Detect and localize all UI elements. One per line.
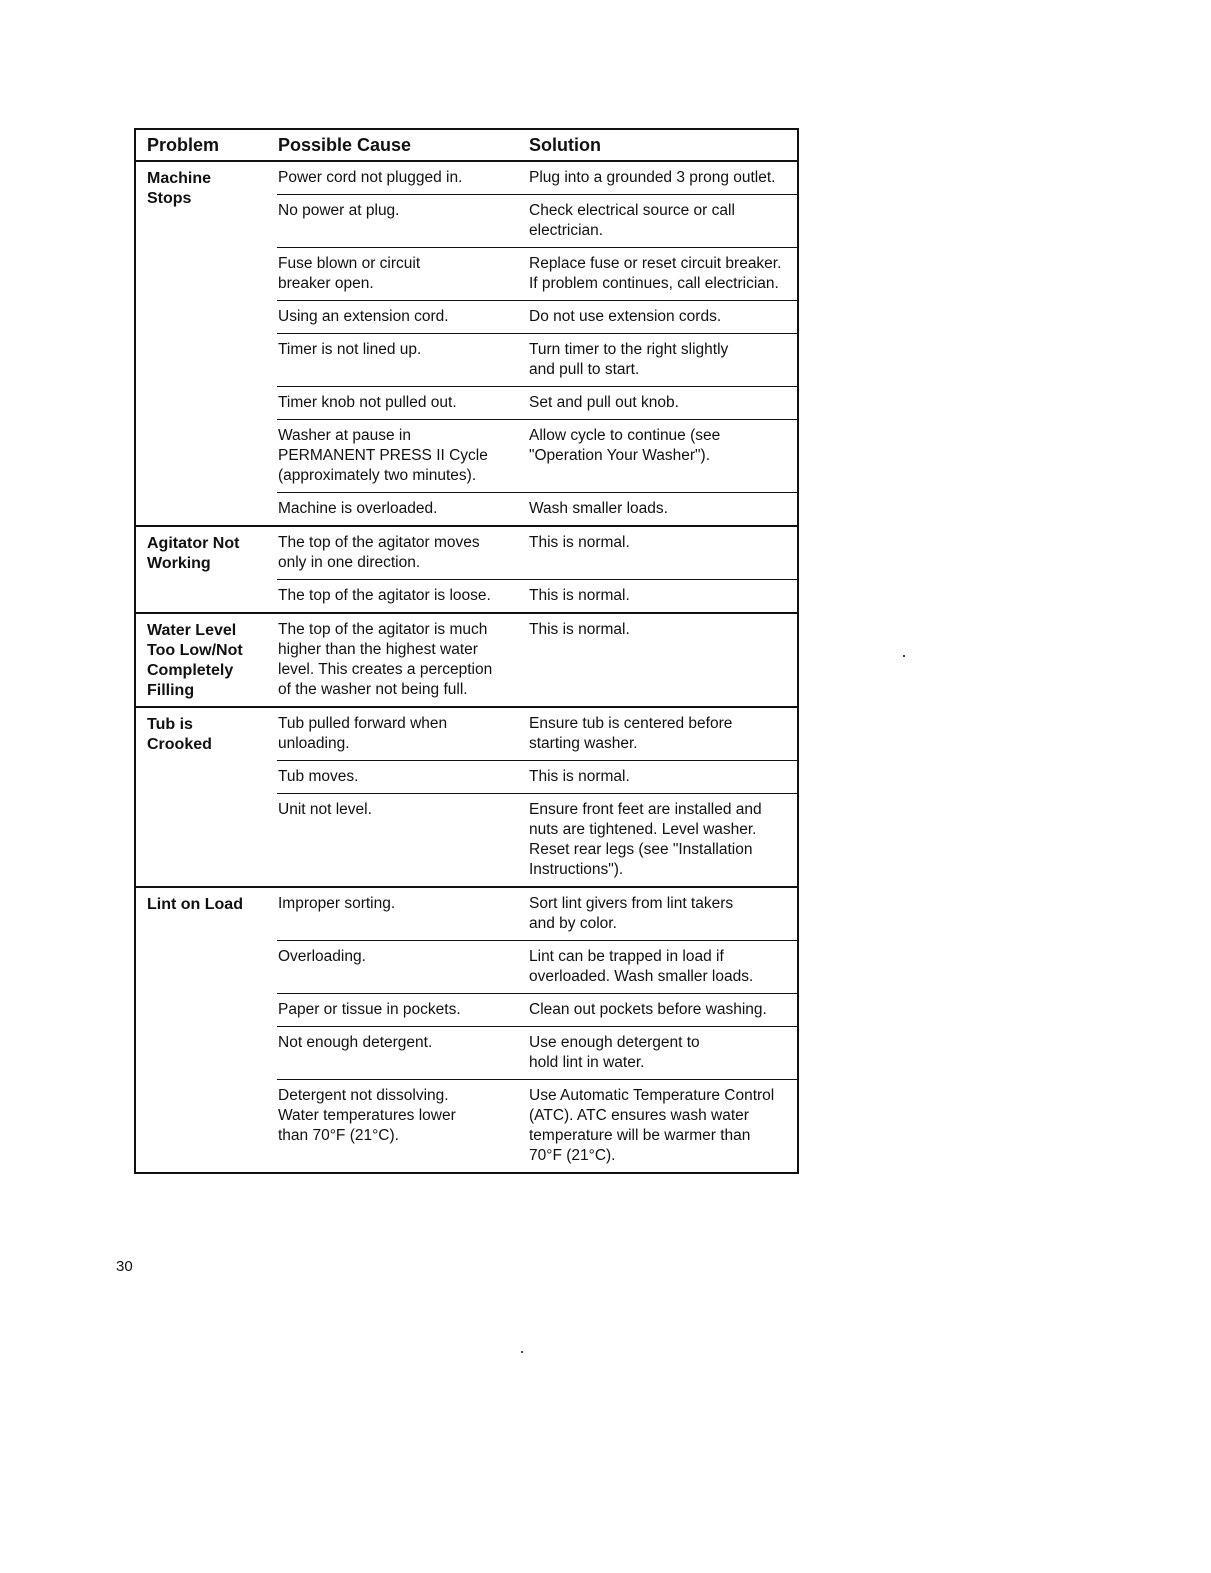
solution-cell: Ensure tub is centered before starting washer. (529, 715, 733, 752)
solution-cell: This is normal. (529, 621, 630, 638)
possible-cause-cell: The top of the agitator is much higher than the highest water level. This creates a perception of the washer not being full. (278, 621, 493, 698)
solution-cell: Use enough detergent to hold lint in water. (529, 1034, 700, 1071)
possible-cause-cell: Washer at pause in PERMANENT PRESS II Cycle (approximately two minutes). (278, 427, 488, 484)
problem-label: Water Level Too Low/Not Completely Filling (147, 622, 243, 699)
possible-cause-cell: Overloading. (278, 948, 366, 965)
table-row (277, 1027, 797, 1080)
possible-cause-cell: Not enough detergent. (278, 1034, 433, 1051)
solution-cell: This is normal. (529, 587, 630, 604)
table-row (277, 708, 797, 761)
possible-cause-cell: Unit not level. (278, 801, 372, 818)
solution-cell: Clean out pockets before washing. (529, 1001, 767, 1018)
possible-cause-cell: The top of the agitator moves only in one direction. (278, 534, 480, 571)
possible-cause-cell: Improper sorting. (278, 895, 396, 912)
possible-cause-cell: Paper or tissue in pockets. (278, 1001, 461, 1018)
solution-cell: Plug into a grounded 3 prong outlet. (529, 169, 776, 186)
solution-cell: Allow cycle to continue (see "Operation Your Washer"). (529, 427, 721, 464)
table-row (277, 248, 797, 301)
possible-cause-cell: Tub pulled forward when unloading. (278, 715, 448, 752)
problem-label: Agitator Not Working (147, 535, 240, 572)
possible-cause-cell: Using an extension cord. (278, 308, 449, 325)
solution-cell: Lint can be trapped in load if overloaded. Wash smaller loads. (529, 948, 754, 985)
possible-cause-cell: Tub moves. (278, 768, 359, 785)
cause-solution-list (277, 888, 797, 1172)
problem-group (136, 162, 797, 527)
cause-solution-list (277, 162, 797, 525)
header-problem: Problem (147, 135, 220, 155)
cause-solution-list (277, 614, 797, 706)
solution-cell: Do not use extension cords. (529, 308, 722, 325)
problem-label: Machine Stops (147, 170, 212, 207)
problem-label: Lint on Load (147, 896, 243, 913)
table-row (277, 888, 797, 941)
table-row (277, 387, 797, 420)
possible-cause-cell: Detergent not dissolving. Water temperatures lower than 70°F (21°C). (278, 1087, 456, 1144)
table-row (277, 420, 797, 493)
table-body (136, 162, 797, 1172)
table-row (277, 994, 797, 1027)
solution-cell: Sort lint givers from lint takers and by color. (529, 895, 734, 932)
table-row (277, 527, 797, 580)
possible-cause-cell: Fuse blown or circuit breaker open. (278, 255, 421, 292)
troubleshooting-table (134, 128, 799, 1174)
scan-speck (521, 1351, 523, 1353)
table-row (277, 1080, 797, 1172)
possible-cause-cell: Machine is overloaded. (278, 500, 438, 517)
table-header-row (136, 130, 797, 162)
table-row (277, 493, 797, 525)
solution-cell: This is normal. (529, 768, 630, 785)
problem-group (136, 614, 797, 708)
table-row (277, 941, 797, 994)
problem-group (136, 888, 797, 1172)
table-row (277, 794, 797, 886)
solution-cell: Check electrical source or call electrician. (529, 202, 735, 239)
solution-cell: Replace fuse or reset circuit breaker. If problem continues, call electrician. (529, 255, 782, 292)
page-number: 30 (116, 1258, 133, 1275)
table-row (277, 301, 797, 334)
problem-group (136, 527, 797, 614)
possible-cause-cell: Timer is not lined up. (278, 341, 422, 358)
table-row (277, 334, 797, 387)
table-row (277, 761, 797, 794)
solution-cell: Use Automatic Temperature Control (ATC). ATC ensures wash water temperature will be warmer than 70°F (21°C). (529, 1087, 775, 1164)
table-row (277, 195, 797, 248)
solution-cell: This is normal. (529, 534, 630, 551)
problem-label: Tub is Crooked (147, 716, 212, 753)
scan-speck (903, 655, 905, 657)
header-possible-cause: Possible Cause (278, 135, 412, 155)
header-solution: Solution (529, 135, 601, 155)
problem-group (136, 708, 797, 888)
possible-cause-cell: No power at plug. (278, 202, 400, 219)
possible-cause-cell: Power cord not plugged in. (278, 169, 463, 186)
solution-cell: Wash smaller loads. (529, 500, 668, 517)
solution-cell: Set and pull out knob. (529, 394, 679, 411)
table-row (277, 580, 797, 612)
solution-cell: Turn timer to the right slightly and pull to start. (529, 341, 729, 378)
cause-solution-list (277, 708, 797, 886)
table-row (277, 614, 797, 706)
solution-cell: Ensure front feet are installed and nuts are tightened. Level washer. Reset rear legs (see "Installation Instructions"). (529, 801, 762, 878)
table-row (277, 162, 797, 195)
possible-cause-cell: The top of the agitator is loose. (278, 587, 491, 604)
possible-cause-cell: Timer knob not pulled out. (278, 394, 457, 411)
cause-solution-list (277, 527, 797, 612)
